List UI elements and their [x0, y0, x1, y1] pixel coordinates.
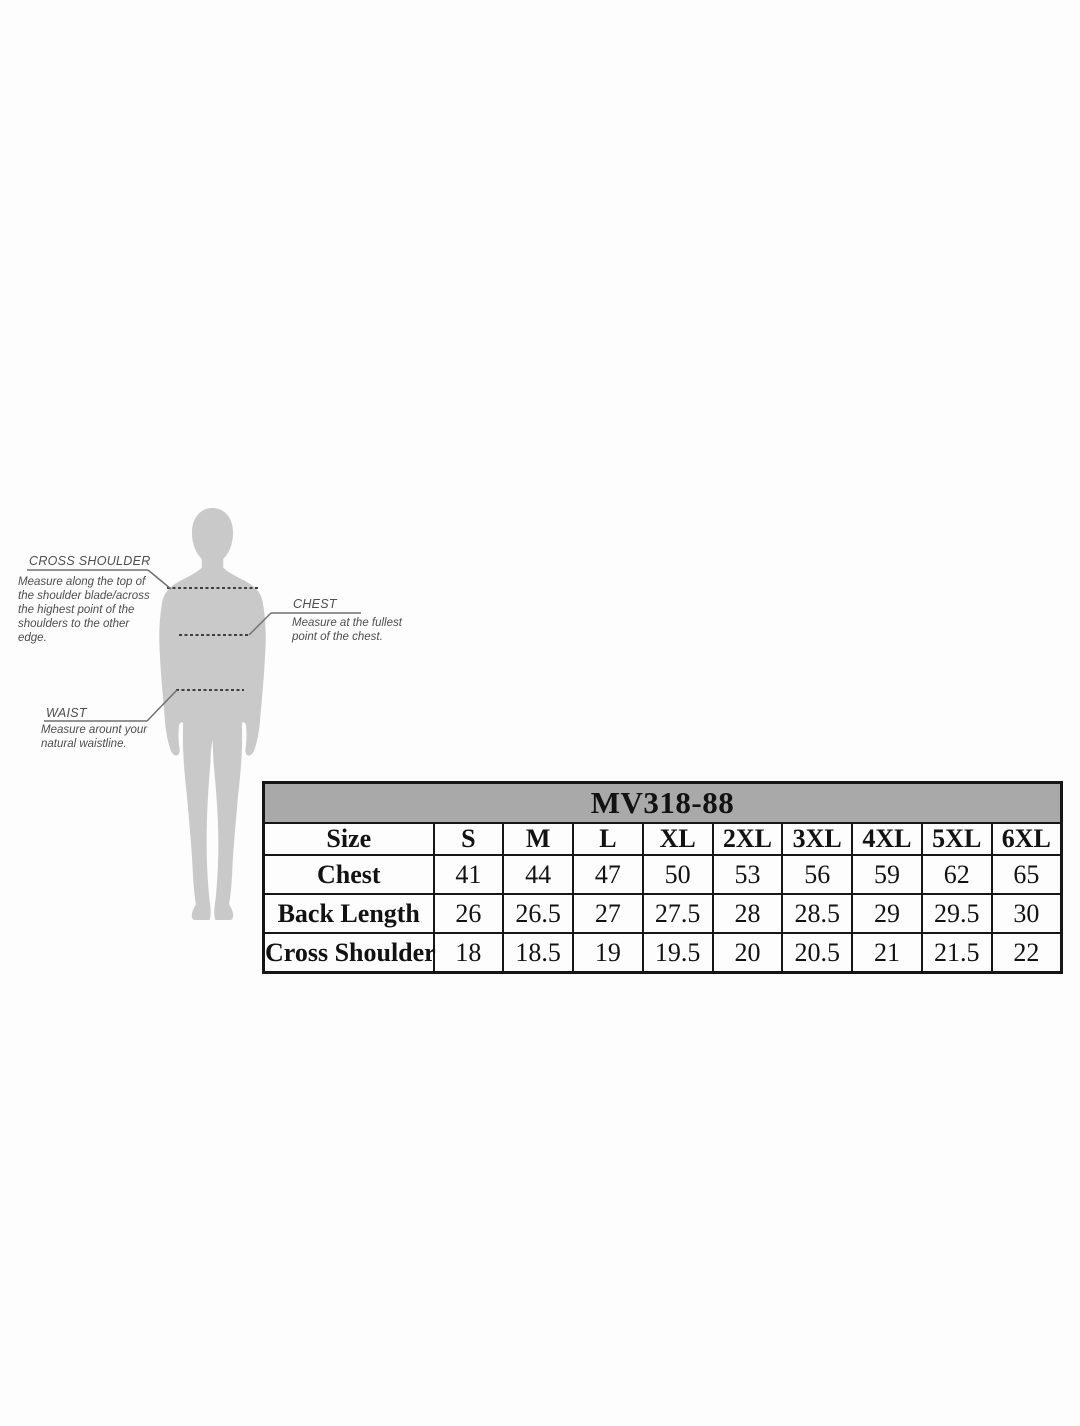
model-row: [264, 783, 1062, 824]
measurement-value: 56: [782, 855, 852, 894]
size-column-header: L: [573, 823, 643, 855]
measurement-row: [264, 933, 1062, 973]
cross-shoulder-description: Measure along the top of the shoulder blade/across the highest point of the shoulders to the other edge.: [18, 576, 150, 645]
size-column-header: 5XL: [922, 823, 992, 855]
size-column-header: 2XL: [713, 823, 783, 855]
size-chart-table: [262, 781, 1063, 974]
measurement-value: 27: [573, 894, 643, 933]
waist-label: WAIST: [46, 706, 87, 720]
measurement-value: 62: [922, 855, 992, 894]
measurement-value: 30: [992, 894, 1062, 933]
measurement-value: 26: [434, 894, 504, 933]
measurement-value: 21.5: [922, 933, 992, 973]
waist-description: Measure arount your natural waistline.: [41, 724, 148, 751]
measurement-value: 53: [713, 855, 783, 894]
measurement-label: Chest: [264, 855, 434, 894]
measurement-value: 28.5: [782, 894, 852, 933]
measurement-value: 27.5: [643, 894, 713, 933]
chest-label: CHEST: [293, 597, 337, 611]
size-column-header: 3XL: [782, 823, 852, 855]
size-column-header: 6XL: [992, 823, 1062, 855]
size-header-row: [264, 823, 1062, 855]
size-column-header: 4XL: [852, 823, 922, 855]
measurement-value: 18: [434, 933, 504, 973]
body-silhouette-shape: [159, 508, 265, 920]
measurement-value: 26.5: [503, 894, 573, 933]
male-body-silhouette: [144, 502, 281, 929]
measurement-value: 29: [852, 894, 922, 933]
measurement-label: Cross Shoulder: [264, 933, 434, 973]
chest-description: Measure at the fullest point of the chest.: [292, 617, 402, 644]
measurement-value: 65: [992, 855, 1062, 894]
measurement-value: 22: [992, 933, 1062, 973]
measurement-value: 19.5: [643, 933, 713, 973]
measurement-value: 41: [434, 855, 504, 894]
measurement-value: 20.5: [782, 933, 852, 973]
model-number: MV318-88: [264, 783, 1062, 824]
measurement-value: 44: [503, 855, 573, 894]
measurement-value: 21: [852, 933, 922, 973]
measurement-value: 59: [852, 855, 922, 894]
measurement-value: 50: [643, 855, 713, 894]
size-column-header: XL: [643, 823, 713, 855]
measurement-label: Back Length: [264, 894, 434, 933]
measurement-value: 47: [573, 855, 643, 894]
measurement-value: 29.5: [922, 894, 992, 933]
size-row-label: Size: [264, 823, 434, 855]
measurement-value: 18.5: [503, 933, 573, 973]
measurement-row: [264, 894, 1062, 933]
size-column-header: M: [503, 823, 573, 855]
size-column-header: S: [434, 823, 504, 855]
measurement-value: 20: [713, 933, 783, 973]
measurement-value: 19: [573, 933, 643, 973]
measurement-row: [264, 855, 1062, 894]
measurement-value: 28: [713, 894, 783, 933]
cross-shoulder-label: CROSS SHOULDER: [29, 554, 151, 568]
